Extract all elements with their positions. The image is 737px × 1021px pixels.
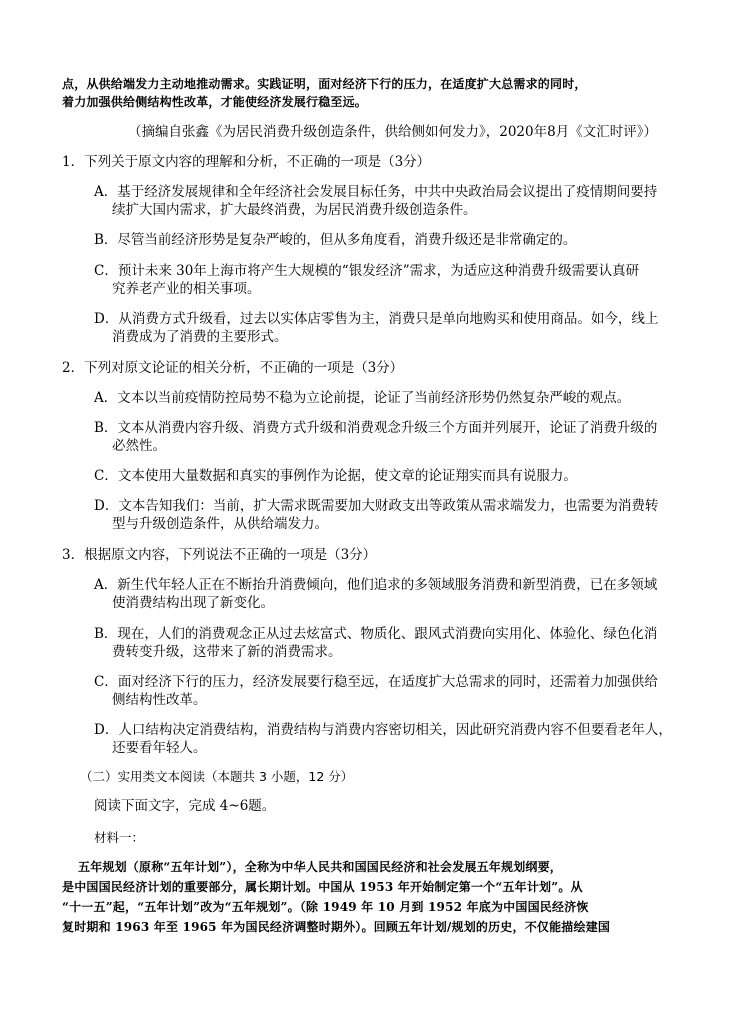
question-1-stem: 1．下列关于原文内容的理解和分析，不正确的一项是（3分） xyxy=(62,154,431,170)
q2-option-b-line-2: 必然性。 xyxy=(112,438,166,454)
q3-option-d-line-1: D．人口结构决定消费结构，消费结构与消费内容密切相关，因此研究消费内容不但要看老年人， xyxy=(94,722,672,738)
q1-option-b: B．尽管当前经济形势是复杂严峻的，但从多角度看，消费升级还是非常确定的。 xyxy=(94,232,577,248)
q3-option-b-line-2: 费转变升级，这带来了新的消费需求。 xyxy=(112,644,342,660)
source-citation: （摘编自张鑫《为居民消费升级创造条件，供给侧如何发力》，2020年8月《文汇时评》） xyxy=(128,124,657,140)
material-line-3: “十一五”起，“五年计划”改为“五年规划”。（除 1949 年 10 月到 1952 年底为中国国民经济恢 xyxy=(62,900,589,914)
question-3-stem: 3．根据原文内容，下列说法不正确的一项是（3分） xyxy=(62,547,377,563)
section-title: （二）实用类文本阅读（本题共 3 小题，12 分） xyxy=(80,769,354,784)
q3-option-b-line-1: B．现在，人们的消费观念正从过去炫富式、物质化、跟风式消费向实用化、体验化、绿色化消 xyxy=(94,626,658,642)
q1-option-a-line-2: 续扩大国内需求，扩大最终消费，为居民消费升级创造条件。 xyxy=(112,202,477,218)
q3-option-c-line-2: 侧结构性改革。 xyxy=(112,692,207,708)
q2-option-d-line-1: D．文本告知我们：当前，扩大需求既需要加大财政支出等政策从需求端发力，也需要为消费转 xyxy=(94,498,659,514)
material-label: 材料一： xyxy=(94,830,145,845)
q2-option-c: C．文本使用大量数据和真实的事例作为论据，使文章的论证翔实而具有说服力。 xyxy=(94,468,577,484)
q3-option-c-line-1: C．面对经济下行的压力，经济发展要行稳至远，在适度扩大总需求的同时，还需着力加强供给 xyxy=(94,674,658,690)
q1-option-d-line-1: D．从消费方式升级看，过去以实体店零售为主，消费只是单向地购买和使用商品。如今，线上 xyxy=(94,311,659,327)
reading-instruction: 阅读下面文字，完成 4~6题。 xyxy=(94,798,276,814)
q3-option-a-line-1: A．新生代年轻人正在不断抬升消费倾向，他们追求的多领域服务消费和新型消费，已在多领域 xyxy=(94,577,658,593)
intro-line-2: 着力加强供给侧结构性改革，才能使经济发展行稳至远。 xyxy=(62,95,368,109)
q3-option-a-line-2: 使消费结构出现了新变化。 xyxy=(112,595,274,611)
material-line-1: 五年规划（原称“五年计划”），全称为中华人民共和国国民经济和社会发展五年规划纲要， xyxy=(78,860,563,874)
q2-option-d-line-2: 型与升级创造条件，从供给端发力。 xyxy=(112,516,328,532)
q2-option-b-line-1: B．文本从消费内容升级、消费方式升级和消费观念升级三个方面并列展开，论证了消费升级的 xyxy=(94,420,658,436)
q1-option-c-line-2: 究养老产业的相关事项。 xyxy=(112,281,261,297)
intro-line-1: 点，从供给端发力主动地推动需求。实践证明，面对经济下行的压力，在适度扩大总需求的同时， xyxy=(62,77,587,91)
q1-option-a-line-1: A．基于经济发展规律和全年经济社会发展目标任务，中共中央政治局会议提出了疫情期间要持 xyxy=(94,184,658,200)
q3-option-d-line-2: 还要看年轻人。 xyxy=(112,740,207,756)
q2-option-a: A．文本以当前疫情防控局势不稳为立论前提，论证了当前经济形势仍然复杂严峻的观点。 xyxy=(94,390,631,406)
q1-option-d-line-2: 消费成为了消费的主要形式。 xyxy=(112,329,288,345)
material-line-2: 是中国国民经济计划的重要部分，属长期计划。中国从 1953 年开始制定第一个“五年计划”。从 xyxy=(62,880,583,894)
question-2-stem: 2．下列对原文论证的相关分析，不正确的一项是（3分） xyxy=(62,360,404,376)
material-line-4: 复时期和 1963 年至 1965 年为国民经济调整时期外）。回顾五年计划/规划的历史，不仅能描绘建国 xyxy=(62,920,611,934)
q1-option-c-line-1: C．预计未来 30年上海市将产生大规模的“银发经济”需求，为适应这种消费升级需要认真研 xyxy=(94,263,640,279)
